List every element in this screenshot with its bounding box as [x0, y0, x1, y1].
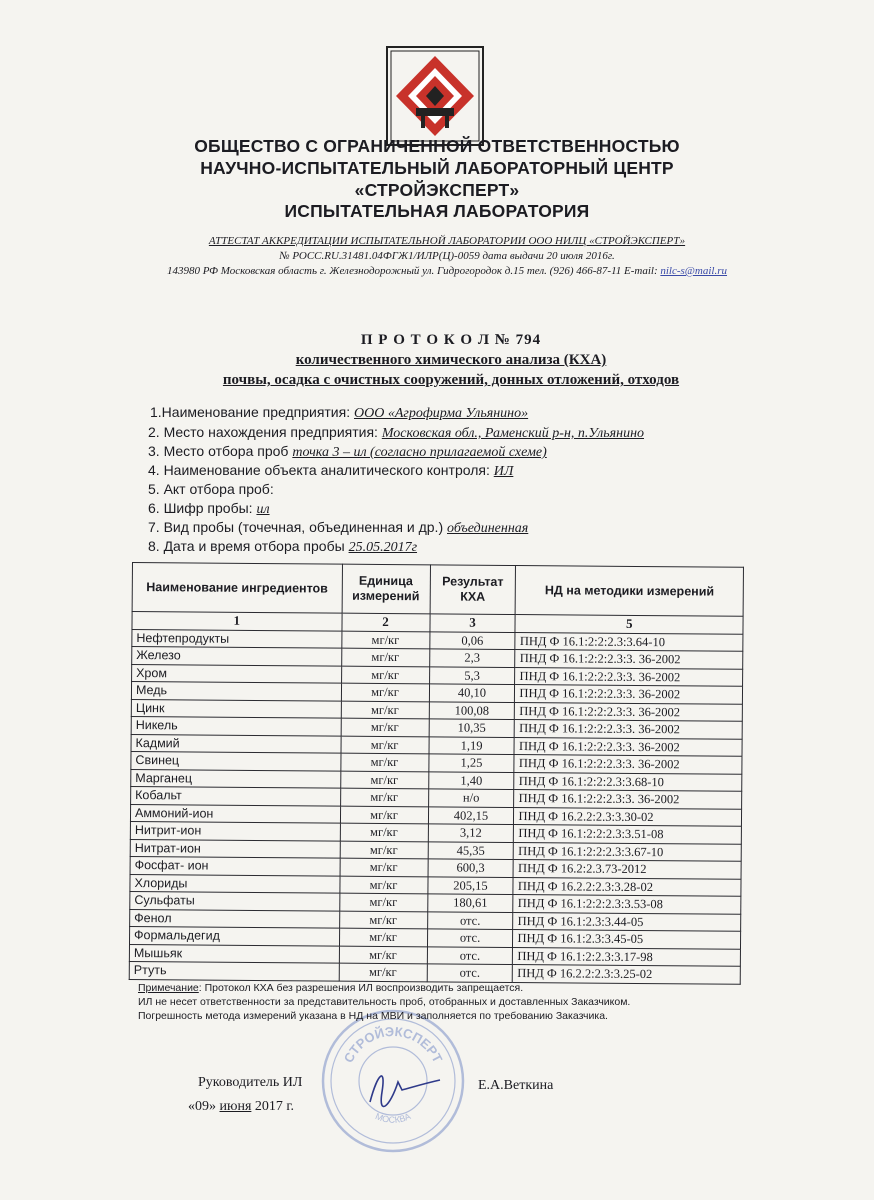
cell-result: 5,3: [429, 666, 515, 684]
col-number: 2: [342, 613, 430, 631]
field-sampling-place: 3. Место отбора проб точка 3 – ил (согласно прилагаемой схеме): [148, 443, 547, 460]
cell-method: ПНД Ф 16.1:2:2:2.3:3.64-10: [515, 632, 743, 651]
cell-method: ПНД Ф 16.1:2:2:2.3:3. 36-2002: [515, 720, 743, 739]
cell-unit: мг/кг: [339, 893, 427, 911]
field-control-object: 4. Наименование объекта аналитического контроля: ИЛ: [148, 462, 514, 479]
cell-ingredient: Нитрат-ион: [130, 839, 340, 858]
stamp-name-text: СТРОЙЭКСПЕРТ: [340, 1023, 446, 1066]
cell-method: ПНД Ф 16.2.2:2.3:3.30-02: [514, 807, 742, 826]
cell-method: ПНД Ф 16.2.2:2.3:3.28-02: [513, 877, 741, 896]
cell-method: ПНД Ф 16.1:2:2:2.3:3. 36-2002: [514, 737, 742, 756]
cell-unit: мг/кг: [339, 963, 427, 981]
cell-method: ПНД Ф 16.2:2.3.73-2012: [514, 860, 742, 879]
cell-ingredient: Кадмий: [131, 734, 341, 753]
cell-result: 180,61: [427, 894, 513, 912]
table-header-row: [132, 563, 743, 617]
cell-unit: мг/кг: [341, 631, 429, 649]
field-enterprise-name: 1.Наименование предприятия: ООО «Агрофирма Ульянино»: [150, 404, 529, 421]
protocol-title: П Р О Т О К О Л № 794: [360, 332, 542, 348]
protocol-subtitle-1: количественного химического анализа (КХА): [295, 352, 607, 368]
cell-result: 3,12: [428, 824, 514, 842]
field-sampling-date: 8. Дата и время отбора пробы 25.05.2017г: [148, 538, 418, 555]
cell-ingredient: Фосфат- ион: [130, 856, 340, 875]
cell-unit: мг/кг: [339, 911, 427, 929]
cell-result: отс.: [427, 929, 513, 947]
cell-method: ПНД Ф 16.1:2:2.3:3.17-98: [513, 947, 741, 966]
accreditation-line-2: № РОСС.RU.31481.04ФГЖ1/ИЛР(Ц)-0059 дата выдачи 20 июля 2016г.: [279, 250, 615, 262]
col-number: 5: [515, 615, 743, 634]
cell-ingredient: Медь: [131, 682, 341, 701]
cell-method: ПНД Ф 16.1:2:2:2.3:3. 36-2002: [514, 755, 742, 774]
cell-unit: мг/кг: [341, 701, 429, 719]
cell-ingredient: Железо: [132, 647, 342, 666]
signatory-name: Е.А.Веткина: [478, 1078, 554, 1093]
cell-result: отс.: [427, 911, 513, 929]
cell-ingredient: Никель: [131, 716, 341, 735]
cell-unit: мг/кг: [339, 928, 427, 946]
org-line-2: НАУЧНО-ИСПЫТАТЕЛЬНЫЙ ЛАБОРАТОРНЫЙ ЦЕНТР: [200, 158, 674, 178]
cell-result: 45,35: [428, 841, 514, 859]
cell-ingredient: Цинк: [131, 699, 341, 718]
header-method: НД на методики измерений: [516, 566, 744, 617]
org-line-3: «СТРОЙЭКСПЕРТ»: [354, 180, 520, 200]
note-line-1: Примечание: Протокол КХА без разрешения ИЛ воспроизводить запрещается.: [138, 982, 524, 994]
handwritten-signature: [360, 1062, 450, 1117]
header-ingredient: Наименование ингредиентов: [132, 563, 342, 614]
cell-method: ПНД Ф 16.1:2:2:2.3:3.67-10: [514, 842, 742, 861]
note-line-2: ИЛ не несет ответственности за представительность проб, отобранных и доставленных Заказчиком.: [138, 996, 631, 1008]
cell-ingredient: Формальдегид: [129, 926, 339, 945]
cell-unit: мг/кг: [340, 841, 428, 859]
cell-result: 100,08: [429, 701, 515, 719]
col-number: 1: [132, 612, 342, 631]
cell-unit: мг/кг: [341, 718, 429, 736]
cell-unit: мг/кг: [340, 806, 428, 824]
cell-method: ПНД Ф 16.1:2:2:2.3:3.51-08: [514, 825, 742, 844]
cell-result: 40,10: [429, 684, 515, 702]
cell-result: 402,15: [428, 806, 514, 824]
cell-method: ПНД Ф 16.1:2:2:2.3:3. 36-2002: [514, 790, 742, 809]
cell-unit: мг/кг: [341, 666, 429, 684]
address-text: 143980 РФ Московская область г. Железнодорожный ул. Гидрогородок д.15 тел. (926) 466-87-11 E-mail:: [166, 265, 661, 277]
cell-result: 1,19: [429, 736, 515, 754]
cell-result: 10,35: [429, 719, 515, 737]
accreditation-line-3: [10, 265, 874, 277]
cell-ingredient: Свинец: [131, 751, 341, 770]
cell-method: ПНД Ф 16.1:2:2:2.3:3.53-08: [513, 895, 741, 914]
cell-ingredient: Нефтепродукты: [132, 629, 342, 648]
cell-ingredient: Фенол: [130, 909, 340, 928]
field-sample-type: 7. Вид пробы (точечная, объединенная и др.) объединенная: [148, 519, 529, 536]
cell-result: н/о: [428, 789, 514, 807]
cell-unit: мг/кг: [340, 858, 428, 876]
cell-result: 0,06: [429, 631, 515, 649]
cell-unit: мг/кг: [339, 876, 427, 894]
cell-unit: мг/кг: [339, 946, 427, 964]
cell-unit: мг/кг: [340, 771, 428, 789]
cell-ingredient: Нитрит-ион: [130, 821, 340, 840]
cell-ingredient: Марганец: [131, 769, 341, 788]
field-sampling-act: 5. Акт отбора проб:: [148, 481, 274, 497]
cell-method: ПНД Ф 16.1:2:2:2.3:3. 36-2002: [515, 667, 743, 686]
cell-ingredient: Сульфаты: [130, 891, 340, 910]
cell-unit: мг/кг: [340, 823, 428, 841]
results-table: [129, 562, 744, 984]
cell-result: отс.: [427, 946, 513, 964]
stamp-city-text: МОСКВА: [373, 1111, 413, 1125]
cell-ingredient: Кобальт: [131, 786, 341, 805]
cell-unit: мг/кг: [340, 753, 428, 771]
field-sample-code: 6. Шифр пробы: ил: [148, 500, 270, 517]
cell-result: 1,25: [428, 754, 514, 772]
cell-ingredient: Мышьяк: [129, 944, 339, 963]
cell-method: ПНД Ф 16.2.2:2.3:3.25-02: [513, 965, 741, 984]
cell-unit: мг/кг: [341, 683, 429, 701]
org-line-1: ОБЩЕСТВО С ОГРАНИЧЕННОЙ ОТВЕТСТВЕННОСТЬЮ: [194, 136, 680, 156]
company-logo: [386, 46, 484, 146]
org-line-4: ИСПЫТАТЕЛЬНАЯ ЛАБОРАТОРИЯ: [284, 201, 590, 221]
cell-ingredient: Аммоний-ион: [130, 804, 340, 823]
signature-date: «09» июня 2017 г.: [188, 1099, 295, 1114]
accreditation-line-1: АТТЕСТАТ АККРЕДИТАЦИИ ИСПЫТАТЕЛЬНОЙ ЛАБОРАТОРИИ ООО НИЛЦ «СТРОЙЭКСПЕРТ»: [208, 235, 686, 247]
cell-method: ПНД Ф 16.1:2.3:3.44-05: [513, 912, 741, 931]
col-number: 3: [429, 614, 515, 632]
cell-unit: мг/кг: [341, 736, 429, 754]
cell-method: ПНД Ф 16.1:2:2:2.3:3. 36-2002: [515, 702, 743, 721]
cell-method: ПНД Ф 16.1:2:2:2.3:3. 36-2002: [515, 650, 743, 669]
cell-unit: мг/кг: [341, 648, 429, 666]
cell-ingredient: Хлориды: [130, 874, 340, 893]
protocol-subtitle-2: почвы, осадка с очистных сооружений, донных отложений, отходов: [222, 372, 680, 388]
cell-ingredient: Ртуть: [129, 961, 339, 980]
cell-method: ПНД Ф 16.1:2:2:2.3:3. 36-2002: [515, 685, 743, 704]
header-result: Результат КХА: [430, 565, 516, 615]
cell-result: 2,3: [429, 649, 515, 667]
cell-method: ПНД Ф 16.1:2.3:3.45-05: [513, 930, 741, 949]
cell-method: ПНД Ф 16.1:2:2:2.3:3.68-10: [514, 772, 742, 791]
cell-result: отс.: [427, 964, 513, 982]
field-enterprise-location: 2. Место нахождения предприятия: Московская обл., Раменский р-н, п.Ульянино: [148, 424, 645, 441]
cell-result: 600,3: [428, 859, 514, 877]
header-unit: Единица измерений: [342, 564, 430, 614]
note-line-3: Погрешность метода измерений указана в НД на МВИ и заполняется по требованию Заказчика.: [138, 1010, 608, 1022]
email-link[interactable]: nilc-s@mail.ru: [660, 265, 728, 277]
cell-ingredient: Хром: [132, 664, 342, 683]
cell-result: 1,40: [428, 771, 514, 789]
cell-unit: мг/кг: [340, 788, 428, 806]
cell-result: 205,15: [427, 876, 513, 894]
signatory-position: Руководитель ИЛ: [198, 1075, 303, 1090]
